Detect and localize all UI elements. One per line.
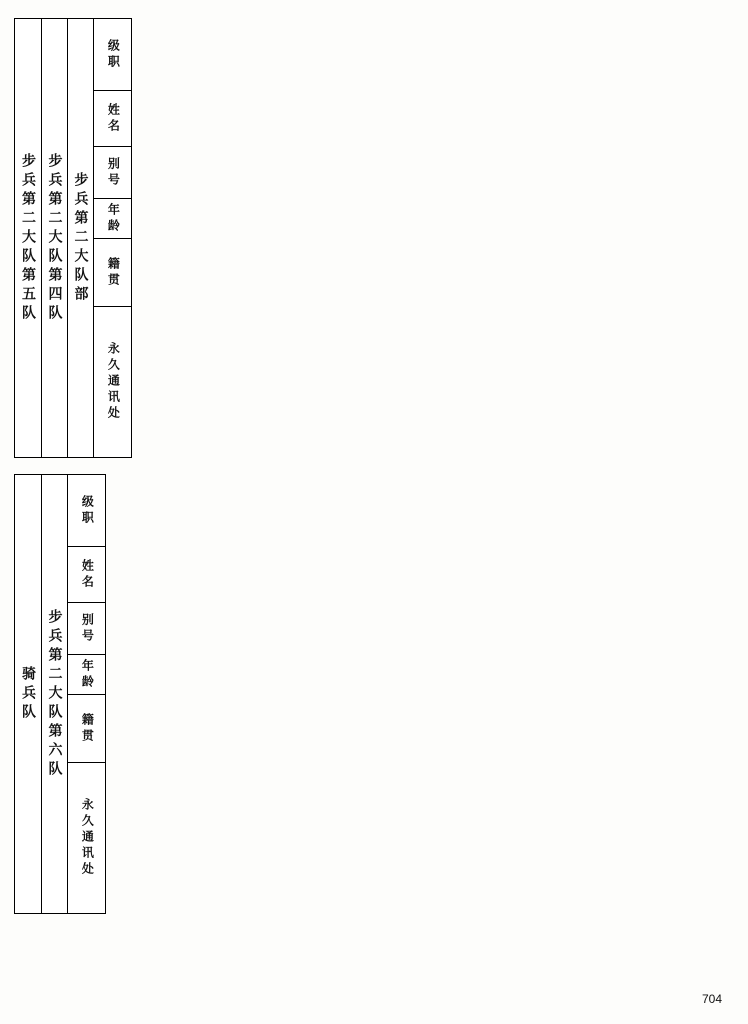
unit-name [67,19,93,457]
column-label-name: 姓名 [94,91,131,147]
column-label-name: 姓名 [68,547,105,603]
column-label-rank: 级职 [68,475,105,547]
unit-name-label: 步兵第二大队第六队 [46,608,63,780]
column-label-age: 年龄 [94,199,131,239]
column-label-alias: 别号 [94,147,131,199]
unit-name [15,475,41,913]
column-label-alias: 别号 [68,603,105,655]
roster-table-top [14,18,132,458]
unit-name [41,475,67,913]
unit-name [41,19,67,457]
column-label-address: 永久通讯处 [80,798,95,878]
page-number: 704 [701,992,722,1006]
unit-name-label: 步兵第二大队第五队 [20,152,37,324]
column-label-native: 籍贯 [94,239,131,307]
roster-table-bottom [14,474,106,914]
unit-name [15,19,41,457]
column-label-rank: 级职 [94,19,131,91]
roster-table-bottom-wrap [14,474,734,914]
column-header-labels [93,19,131,457]
unit-name-label: 步兵第二大队第四队 [46,152,63,324]
unit-name-label: 步兵第二大队部 [72,171,89,305]
column-header-labels [67,475,105,913]
roster-table-top-wrap [14,18,734,458]
unit-name-label: 骑兵队 [20,665,37,723]
column-label-age: 年龄 [68,655,105,695]
column-label-address: 永久通讯处 [106,342,121,422]
column-label-native: 籍贯 [68,695,105,763]
